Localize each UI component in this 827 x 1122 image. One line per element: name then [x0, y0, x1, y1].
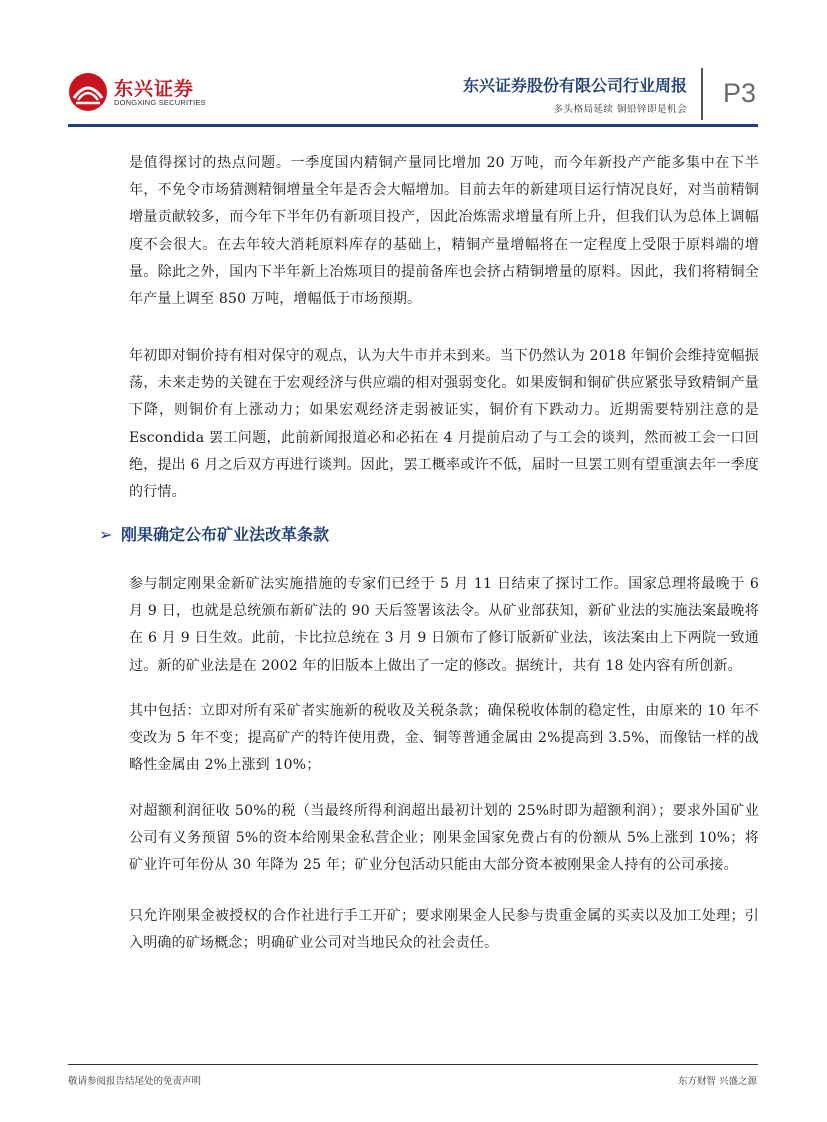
report-subtitle: 多头格局延续 铜铅锌即是机会 [553, 104, 687, 115]
paragraph: 对超额利润征收 50%的税（当最终所得利润超出最初计划的 25%时即为超额利润）；要求外国矿业公司有义务预留 5%的资本给刚果金私营企业；刚果金国家免费占有的份额从 5%上涨到 10%；将矿业许可年份从 30 年降为 25 年；矿业分包活动只能由大部分资本被刚果金人持有的公司承接。 [129, 803, 759, 874]
report-title: 东兴证券股份有限公司行业周报 [462, 76, 687, 95]
page-number: P3 [723, 78, 757, 108]
section-heading [99, 522, 329, 545]
page-header [0, 0, 827, 130]
footer-slogan: 东方财智 兴盛之源 [677, 1076, 757, 1087]
paragraph: 参与制定刚果金新矿法实施措施的专家们已经于 5 月 11 日结束了探讨工作。国家总理将最晚于 6 月 9 日，也就是总统颁布新矿法的 90 天后签署该法令。从矿业部获知，新矿业法的实施法案最晚将在 6 月 9 日生效。此前，卡比拉总统在 3 月 9 日颁布了修订版新矿业法，该法案由上下两院一致通过。新的矿业法是在 2002 年的旧版本上做出了一定的修改。据统计，共有 18 处内容有所创新。 [129, 576, 759, 674]
company-logo [68, 72, 208, 112]
logo-text-en: DONGXING SECURITIES [114, 98, 206, 107]
footer-rule [68, 1064, 758, 1065]
header-rule [68, 124, 758, 127]
logo-emblem-icon [68, 72, 108, 112]
header-divider [701, 68, 703, 120]
bullet-arrow-icon: ➢ [99, 525, 113, 544]
logo-text-cn: 东兴证券 [114, 78, 195, 100]
disclaimer-note: 敬请参阅报告结尾处的免责声明 [68, 1076, 202, 1087]
paragraph: 其中包括：立即对所有采矿者实施新的税收及关税条款；确保税收体制的稳定性，由原来的 10 年不变改为 5 年不变；提高矿产的特许使用费，金、铜等普通金属由 2%提高到 3.5%，而像钴一样的战略性金属由 2%上涨到 10%； [129, 703, 759, 774]
paragraph: 是值得探讨的热点问题。一季度国内精铜产量同比增加 20 万吨，而今年新投产产能多集中在下半年，不免令市场猜测精铜增量全年是否会大幅增加。目前去年的新建项目运行情况良好，对当前精铜增量贡献较多，而今年下半年仍有新项目投产，因此冶炼需求增量有所上升，但我们认为总体上调幅度不会很大。在去年较大消耗原料库存的基础上，精铜产量增幅将在一定程度上受限于原料端的增量。除此之外，国内下半年新上冶炼项目的提前备库也会挤占精铜增量的原料。因此，我们将精铜全年产量上调至 850 万吨，增幅低于市场预期。 [129, 155, 759, 308]
paragraph: 只允许刚果金被授权的合作社进行手工开矿；要求刚果金人民参与贵重金属的买卖以及加工处理；引入明确的矿场概念；明确矿业公司对当地民众的社会责任。 [129, 908, 759, 952]
section-title: 刚果确定公布矿业法改革条款 [121, 525, 330, 544]
paragraph: 年初即对铜价持有相对保守的观点，认为大牛市并未到来。当下仍然认为 2018 年铜价会维持宽幅振荡，未来走势的关键在于宏观经济与供应端的相对强弱变化。如果废铜和铜矿供应紧张导致精铜产量下降，则铜价有上涨动力；如果宏观经济走弱被证实，铜价有下跌动力。近期需要特别注意的是 Escondida 罢工问题，此前新闻报道必和必拓在 4 月提前启动了与工会的谈判，然而被工会一口回绝，提出 6 月之后双方再进行谈判。因此，罢工概率或许不低，届时一旦罢工则有望重演去年一季度的行情。 [129, 348, 759, 501]
